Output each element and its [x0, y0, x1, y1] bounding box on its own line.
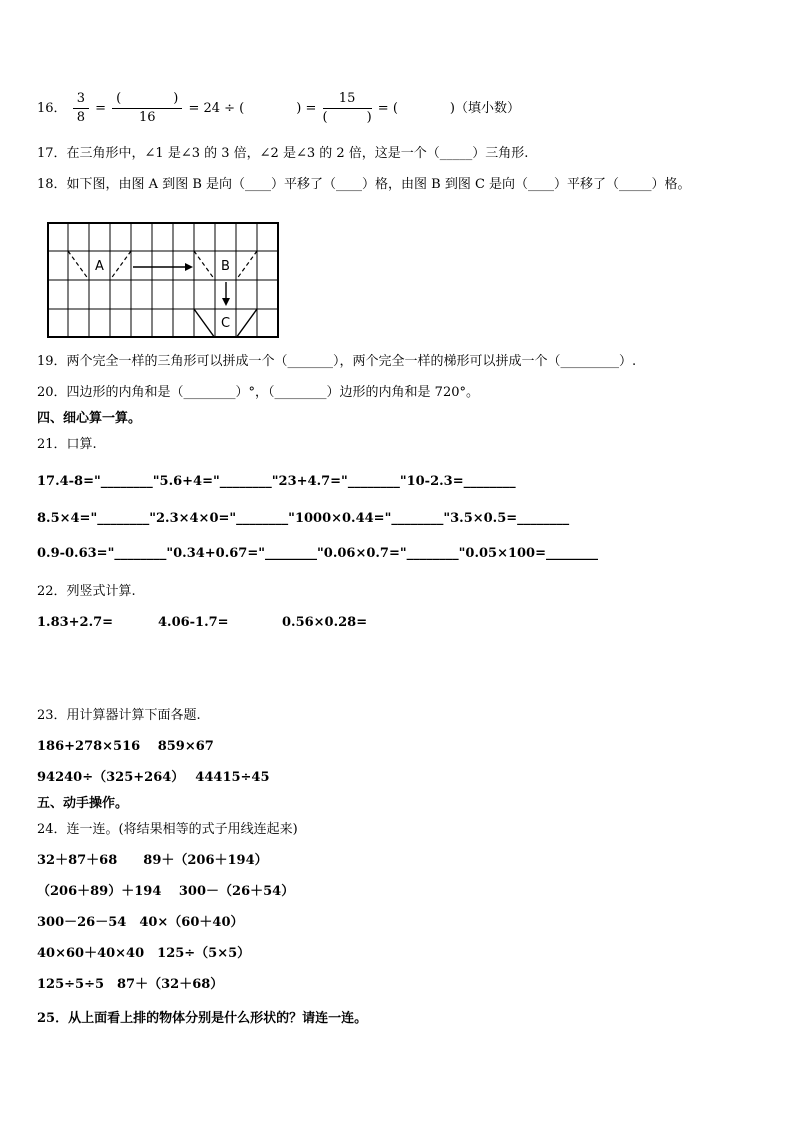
q21-row-2	[37, 511, 569, 527]
fraction-3-8: $\frac{3}{8}$	[73, 90, 89, 127]
q21-item[interactable]: 10-2.3=________	[406, 474, 516, 489]
q23-row-1: 186+278×516 859×67	[37, 739, 214, 754]
arrow-right-icon	[133, 263, 193, 271]
q21-item[interactable]: 0.9-0.63="________"	[37, 546, 174, 561]
q22-item-1[interactable]: 1.83+2.7=	[37, 615, 114, 630]
question-22: 22．列竖式计算.	[37, 584, 136, 599]
question-24: 24．连一连。(将结果相等的式子用线连起来)	[37, 822, 298, 837]
arrow-down-icon	[222, 282, 230, 306]
q21-item[interactable]: 0.34+0.67="________"	[173, 546, 324, 561]
section-5-heading: 五、动手操作。	[37, 796, 129, 811]
q21-item[interactable]: 0.06×0.7="________"	[323, 546, 466, 561]
q21-item[interactable]: 1000×0.44="________"	[294, 511, 451, 526]
grid-svg	[47, 222, 279, 338]
q23-row-2: 94240÷（325+264） 44415÷45	[37, 770, 270, 785]
q24-row-4: 40×60＋40×40 125÷（5×5）	[37, 946, 251, 961]
q22-items	[37, 615, 367, 631]
label-c: C	[221, 316, 231, 331]
question-21: 21．口算.	[37, 437, 97, 452]
section-4-heading: 四、细心算一算。	[37, 411, 142, 426]
q21-row-3	[37, 546, 598, 562]
q24-row-5: 125÷5÷5 87＋（32＋68）	[37, 977, 224, 992]
question-19: 19．两个完全一样的三角形可以拼成一个（_______），两个完全一样的梯形可以拼成一个（_________）.	[37, 354, 637, 369]
q21-item[interactable]: 5.6+4="________"	[159, 474, 279, 489]
fraction-blank-16: $\frac{( )}{16}$	[112, 90, 182, 127]
q21-item[interactable]: 0.05×100=________	[465, 546, 598, 561]
q21-item[interactable]: 8.5×4="________"	[37, 511, 156, 526]
question-18: 18．如下图，由图 A 到图 B 是向（____）平移了（____）格，由图 B 到图 C 是向（____）平移了（_____）格。	[37, 177, 691, 192]
q24-row-2: （206＋89）＋194 300－（26＋54）	[37, 884, 295, 899]
question-25: 25．从上面看上排的物体分别是什么形状的？请连一连。	[37, 1011, 368, 1026]
q21-item[interactable]: 17.4-8="________"	[37, 474, 160, 489]
label-a: A	[95, 259, 104, 274]
q16-number: 16．	[37, 101, 67, 116]
fraction-15-blank: $\frac{15}{( )}$	[322, 91, 372, 125]
q16-blank-denominator[interactable]: ( )	[322, 110, 372, 125]
q16-blank-numerator[interactable]: ( )	[112, 90, 182, 109]
q16-tail[interactable]: = ( )（填小数）	[377, 101, 520, 116]
question-16: 16． $\frac{3}{8}$ = $\frac{( )}{16}$ = 24 ÷ ( ) = $\frac{15}{( )}$ = ( )（填小数）	[37, 91, 520, 125]
q22-item-3[interactable]: 0.56×0.28=	[282, 615, 368, 630]
q21-row-1	[37, 474, 516, 490]
q24-row-1: 32＋87＋68 89＋（206＋194）	[37, 853, 268, 868]
q21-item[interactable]: 3.5×0.5=________	[450, 511, 570, 526]
q21-item[interactable]: 2.3×4×0="________"	[156, 511, 295, 526]
question-17: 17．在三角形中，∠1 是∠3 的 3 倍，∠2 是∠3 的 2 倍，这是一个（_____）三角形.	[37, 146, 529, 161]
q24-row-3: 300－26－54 40×（60＋40）	[37, 915, 244, 930]
question-20: 20．四边形的内角和是（________）°，（________）边形的内角和是 720°。	[37, 385, 479, 400]
label-b: B	[221, 259, 230, 274]
q22-item-2[interactable]: 4.06-1.7=	[158, 615, 229, 630]
question-23: 23．用计算器计算下面各题.	[37, 708, 201, 723]
translation-grid	[47, 222, 279, 338]
q16-middle[interactable]: = 24 ÷ ( ) =	[188, 101, 317, 116]
q21-item[interactable]: 23+4.7="________"	[278, 474, 407, 489]
